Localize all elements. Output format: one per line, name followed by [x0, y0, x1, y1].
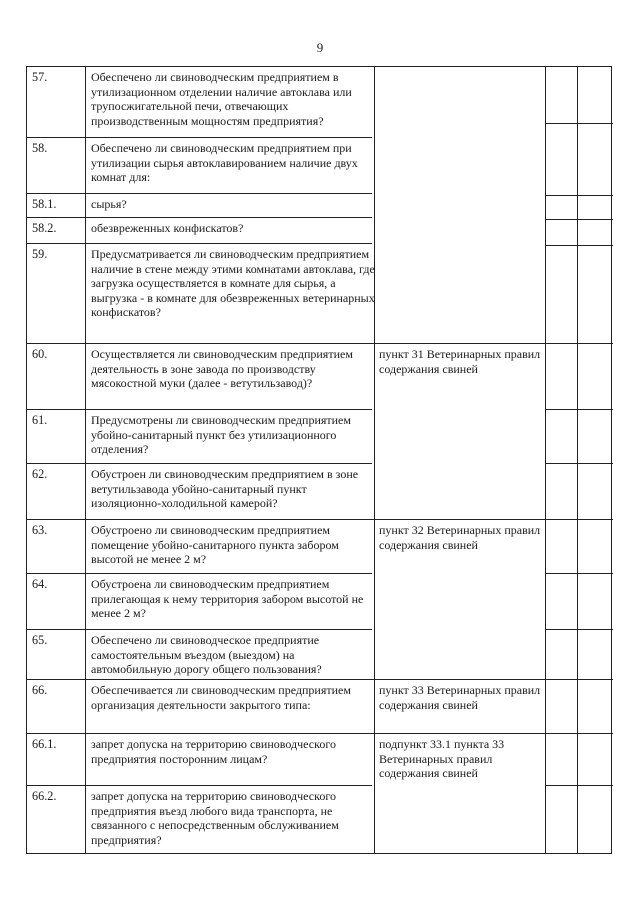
- answer-divider: [545, 409, 613, 410]
- row-question: запрет допуска на территорию свиноводческого предприятия въезд любого вида транспорта, не связанного с непосредственным обслуживанием предприятия?: [91, 789, 339, 847]
- answer-divider: [545, 573, 613, 574]
- table-row: [27, 733, 543, 786]
- row-question: Обеспечено ли свиноводческим предприятием при утилизации сырья автоклавированием наличие двух комнат для:: [91, 141, 358, 185]
- table-row: [27, 519, 543, 574]
- row-number: 65.: [32, 633, 48, 647]
- row-number: 66.1.: [32, 737, 57, 751]
- row-question: Обеспечено ли свиноводческое предприятие самостоятельным въездом (выездом) на автомобильную дорогу общего пользования?: [91, 633, 322, 677]
- table-row: [27, 343, 543, 412]
- row-number: 58.2.: [32, 221, 57, 235]
- row-number: 60.: [32, 347, 48, 361]
- page-number: 9: [316, 40, 324, 55]
- row-question: Обеспечено ли свиноводческим предприятием в утилизационном отделении наличие автоклава или трупосжигательной печи, отвечающих производственным мощностям предприятия?: [91, 70, 352, 128]
- row-question: запрет допуска на территорию свиноводческого предприятия посторонним лицам?: [91, 737, 336, 766]
- row-number: 57.: [32, 70, 48, 84]
- column-divider: [577, 67, 578, 853]
- answer-divider: [545, 733, 613, 734]
- row-question: Предусмотрены ли свиноводческим предприятием убойно-санитарный пункт без утилизационного отделения?: [91, 413, 351, 457]
- row-question: Обустроено ли свиноводческим предприятием помещение убойно-санитарного пункта забором высотой не менее 2 м?: [91, 523, 339, 567]
- answer-divider: [545, 785, 613, 786]
- answer-divider: [545, 519, 613, 520]
- row-number: 66.2.: [32, 789, 57, 803]
- row-number: 62.: [32, 467, 48, 481]
- answer-divider: [545, 245, 613, 246]
- row-question: Обустроена ли свиноводческим предприятием прилегающая к нему территория забором высотой не менее 2 м?: [91, 577, 364, 621]
- table-row: [27, 137, 372, 194]
- answer-divider: [545, 219, 613, 220]
- table-row: [27, 463, 372, 520]
- row-reference: пункт 31 Ветеринарных правил содержания свиней: [379, 347, 541, 376]
- row-question: Обеспечивается ли свиноводческим предприятием организация деятельности закрытого типа:: [91, 683, 351, 712]
- column-divider: [545, 67, 546, 853]
- row-question: обезвреженных конфискатов?: [91, 221, 244, 235]
- table-row: [27, 67, 372, 137]
- table-row: [27, 629, 372, 680]
- table-row: [27, 573, 372, 630]
- answer-divider: [545, 343, 613, 344]
- table-row: [27, 193, 372, 218]
- checklist-table: [26, 66, 612, 854]
- table-row: [27, 243, 375, 342]
- row-question: Обустроен ли свиноводческим предприятием в зоне ветутильзавода убойно-санитарный пункт изоляционно-холодильной камерой?: [91, 467, 359, 511]
- row-number: 61.: [32, 413, 48, 427]
- row-question: сырья?: [91, 197, 127, 211]
- row-reference: пункт 32 Ветеринарных правил содержания свиней: [379, 523, 541, 552]
- answer-divider: [545, 679, 613, 680]
- row-number: 64.: [32, 577, 48, 591]
- table-row: [27, 679, 543, 734]
- table-row: [27, 217, 372, 244]
- answer-divider: [545, 463, 613, 464]
- row-number: 59.: [32, 247, 48, 261]
- table-row: [27, 409, 372, 464]
- answer-divider: [545, 123, 613, 124]
- row-question: Предусматривается ли свиноводческим предприятием наличие в стене между этими комнатами автоклава, где загрузка осуществляется в комнате для сырья, а выгрузка - в комнате для обезвреженных ветеринарных конфискатов?: [91, 247, 375, 320]
- table-row: [27, 785, 372, 854]
- row-number: 63.: [32, 523, 48, 537]
- answer-divider: [545, 195, 613, 196]
- row-reference: пункт 33 Ветеринарных правил содержания свиней: [379, 683, 541, 712]
- answer-divider: [545, 629, 613, 630]
- row-number: 66.: [32, 683, 48, 697]
- row-number: 58.: [32, 141, 48, 155]
- row-number: 58.1.: [32, 197, 57, 211]
- row-question: Осуществляется ли свиноводческим предприятием деятельность в зоне завода по производству мясокостной муки (далее - ветутильзавод)?: [91, 347, 353, 391]
- row-reference: подпункт 33.1 пункта 33 Ветеринарных правил содержания свиней: [379, 737, 505, 781]
